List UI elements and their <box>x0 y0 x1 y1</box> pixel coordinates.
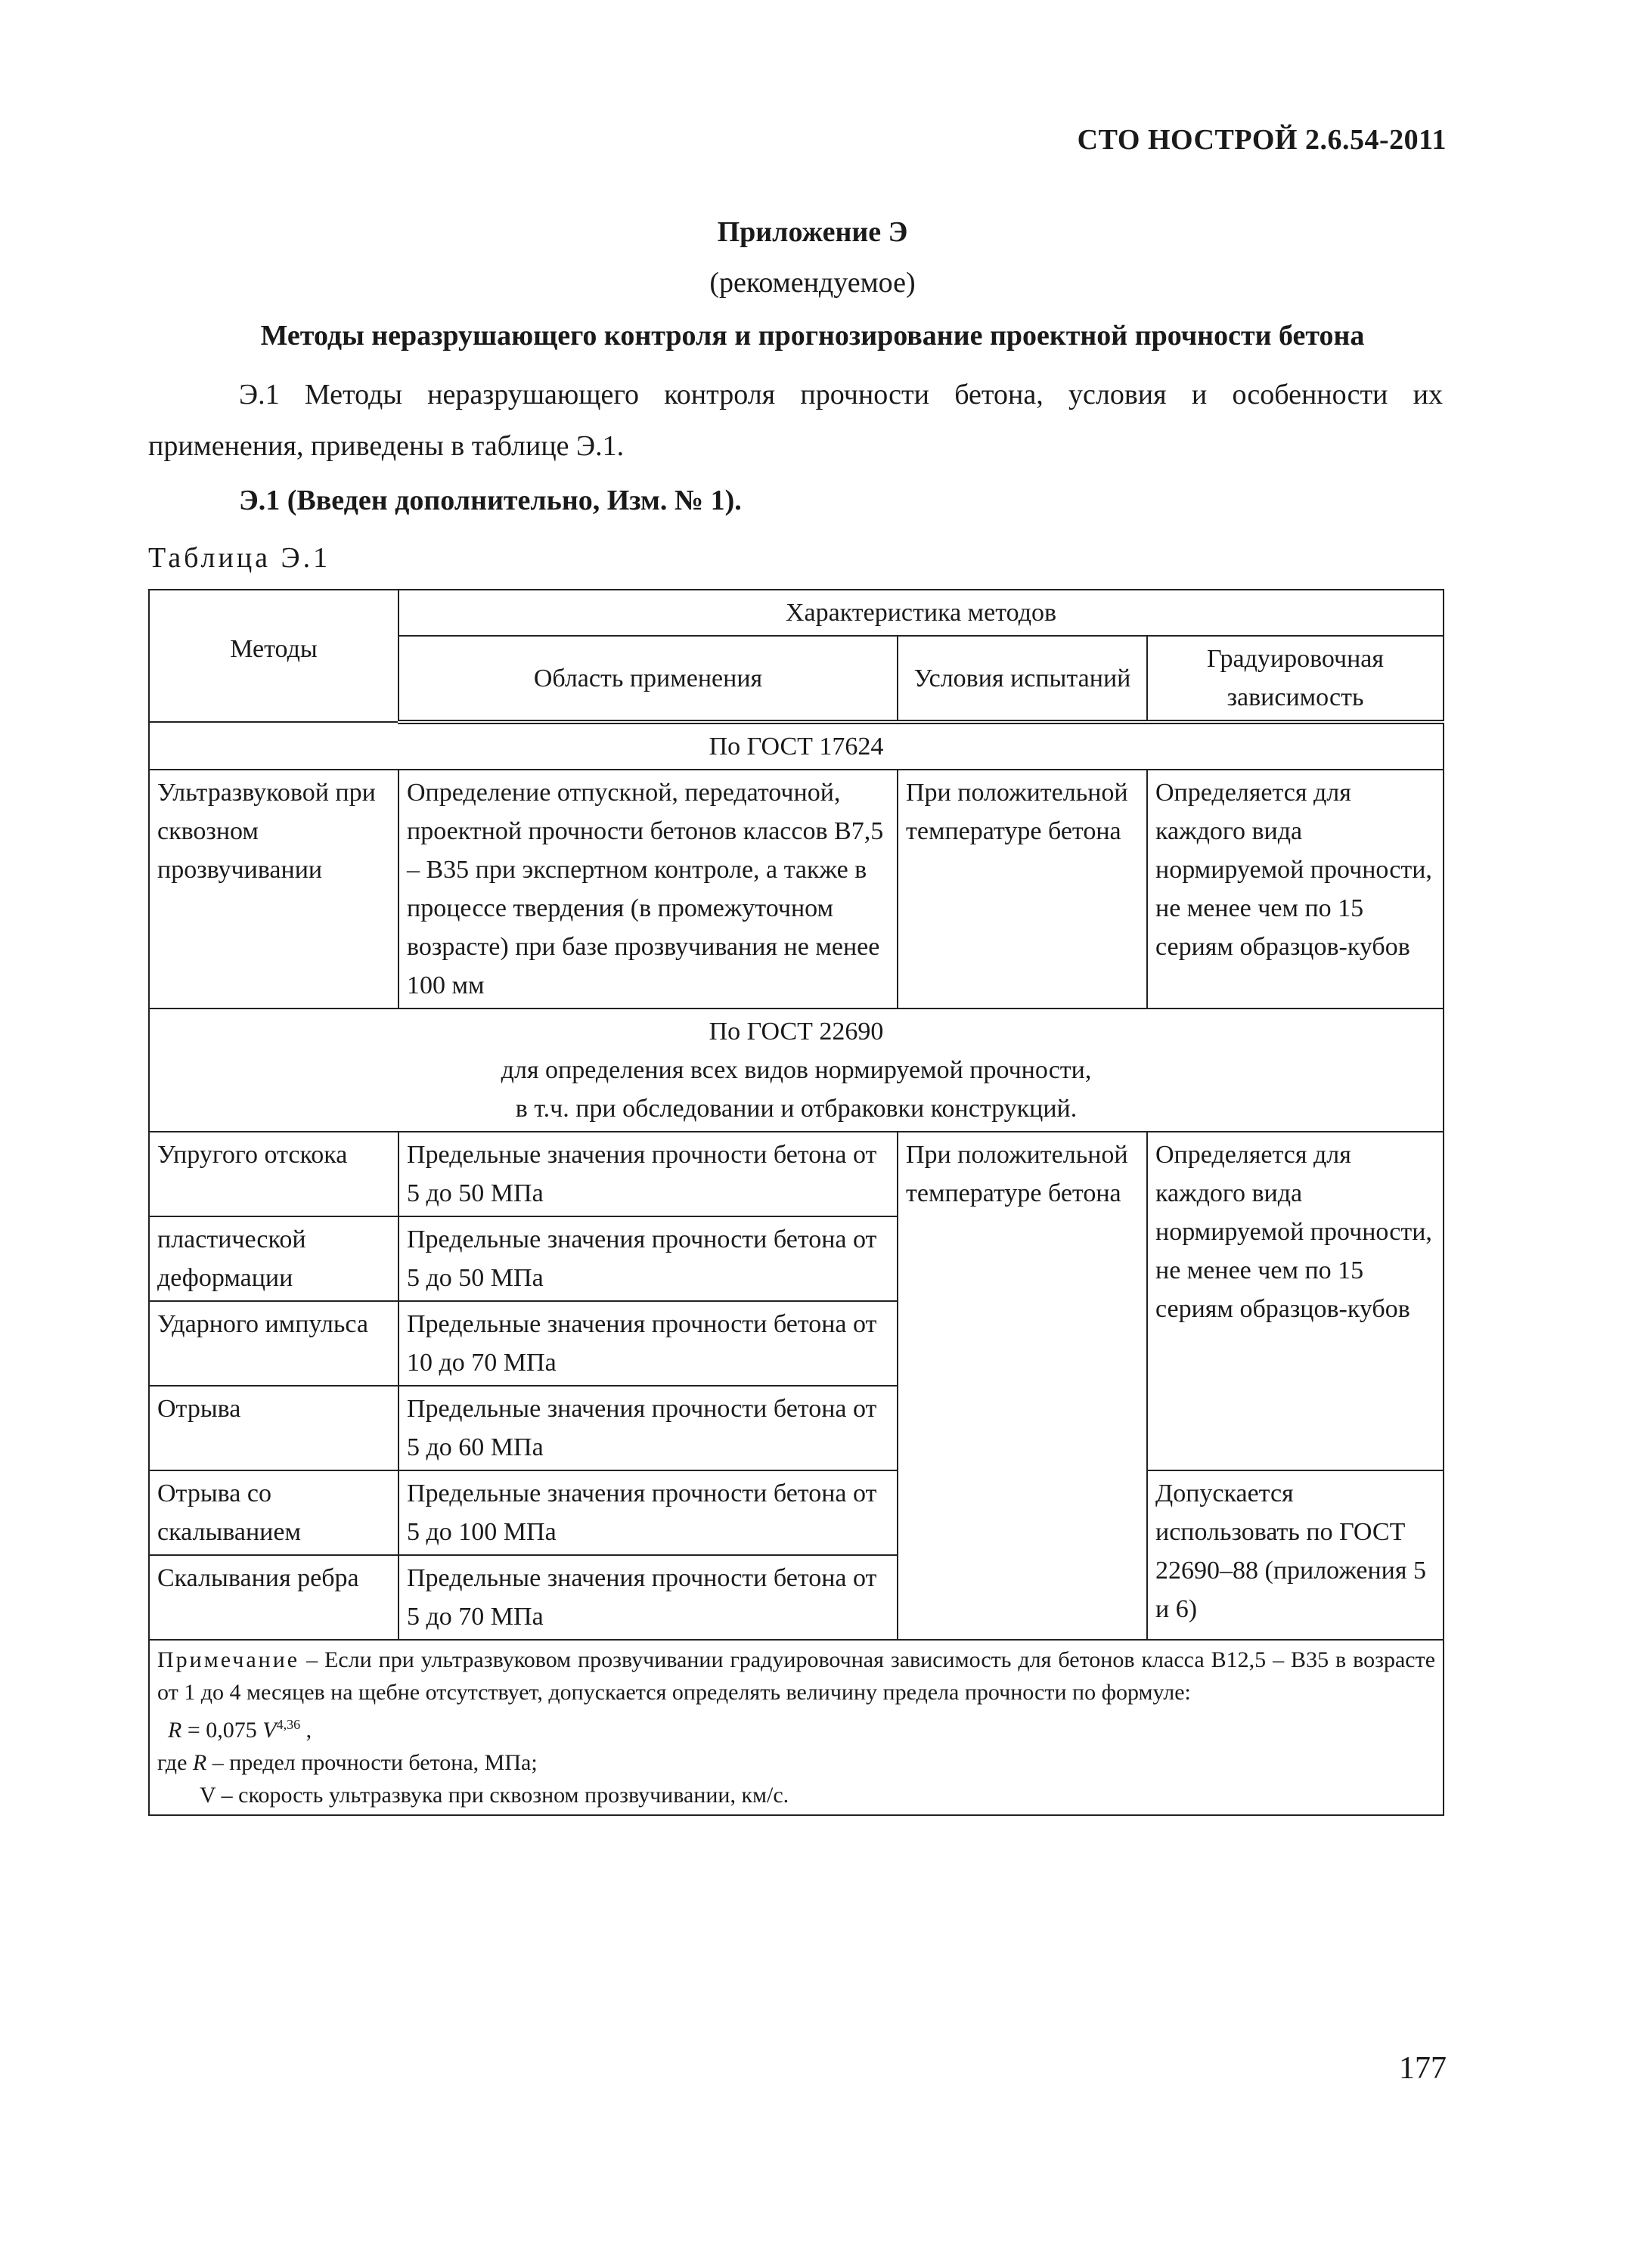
document-code: СТО НОСТРОЙ 2.6.54-2011 <box>1077 124 1447 156</box>
table-row <box>149 1470 1444 1555</box>
method-cell: Упругого отскока <box>149 1132 398 1216</box>
formula-tail: , <box>300 1718 312 1743</box>
conditions-cell: При положительной температуре бетона <box>898 1132 1147 1640</box>
header-area: Область применения <box>398 636 898 722</box>
header-calibration: Градуировочная зависимость <box>1147 636 1444 722</box>
table-note <box>149 1640 1444 1815</box>
amendment-note: Э.1 (Введен дополнительно, Изм. № 1). <box>239 485 742 516</box>
header-characteristics: Характеристика методов <box>398 590 1444 636</box>
calibration-cell: Определяется для каждого вида нормируемой прочности, не менее чем по 15 сериям образцов-кубов <box>1147 1132 1444 1470</box>
methods-table <box>148 589 1444 1816</box>
area-cell: Предельные значения прочности бетона от 5 до 70 МПа <box>398 1555 898 1640</box>
appendix-heading: Методы неразрушающего контроля и прогнозирование проектной прочности бетона <box>260 320 1365 352</box>
note-body: – Если при ультразвуковом прозвучивании градуировочная зависимость для бетонов класса В12,5 – В35 в возрасте от 1 до 4 месяцев на щебне отсутствует, допускается определять величину предела прочности по формуле: <box>157 1647 1436 1705</box>
note-text <box>157 1644 1435 1709</box>
formula-r: R <box>168 1718 182 1743</box>
area-cell: Определение отпускной, передаточной, проектной прочности бетонов классов В7,5 – В35 при экспертном контроле, а также в процессе твердения (в промежуточном возрасте) при базе прозвучивания не менее 100 мм <box>398 770 898 1009</box>
section-line: в т.ч. при обследовании и отбраковки конструкций. <box>515 1095 1078 1123</box>
appendix-subtitle: (рекомендуемое) <box>709 267 916 299</box>
area-cell: Предельные значения прочности бетона от 5 до 50 МПа <box>398 1132 898 1216</box>
method-cell: Ультразвуковой при сквозном прозвучивании <box>149 770 398 1009</box>
area-cell: Предельные значения прочности бетона от 5 до 100 МПа <box>398 1470 898 1555</box>
calibration-cell: Допускается использовать по ГОСТ 22690–88 (приложения 5 и 6) <box>1147 1470 1444 1640</box>
conditions-cell: При положительной температуре бетона <box>898 770 1147 1009</box>
formula-v: V <box>262 1718 277 1743</box>
table-row <box>149 770 1444 1009</box>
where-prefix: где <box>157 1750 193 1775</box>
note-formula <box>157 1709 1435 1746</box>
area-cell: Предельные значения прочности бетона от 10 до 70 МПа <box>398 1301 898 1386</box>
calibration-cell: Определяется для каждого вида нормируемой прочности, не менее чем по 15 сериям образцов-кубов <box>1147 770 1444 1009</box>
note-row <box>149 1640 1444 1815</box>
table-row <box>149 1132 1444 1216</box>
note-label: Примечание <box>157 1647 300 1672</box>
page-number: 177 <box>1399 2051 1447 2086</box>
table-caption: Таблица Э.1 <box>148 542 331 574</box>
method-cell: Отрыва <box>149 1386 398 1470</box>
section-gost-17624: По ГОСТ 17624 <box>149 722 1444 770</box>
method-cell: Отрыва со скалыванием <box>149 1470 398 1555</box>
where-var: R <box>192 1750 207 1775</box>
table-header-row <box>149 590 1444 636</box>
method-cell: Ударного импульса <box>149 1301 398 1386</box>
where-text: – предел прочности бетона, МПа; <box>206 1750 538 1775</box>
area-cell: Предельные значения прочности бетона от 5 до 60 МПа <box>398 1386 898 1470</box>
formula-mid: = 0,075 <box>181 1718 263 1743</box>
area-cell: Предельные значения прочности бетона от 5 до 50 МПа <box>398 1216 898 1301</box>
section-row <box>149 722 1444 770</box>
header-conditions: Условия испытаний <box>898 636 1147 722</box>
section-line: По ГОСТ 22690 <box>709 1018 884 1046</box>
intro-paragraph: Э.1 Методы неразрушающего контроля прочности бетона, условия и особенности их применения, приведены в таблице Э.1. <box>148 379 1443 462</box>
section-gost-22690 <box>149 1009 1444 1132</box>
method-cell: Скалывания ребра <box>149 1555 398 1640</box>
header-methods: Методы <box>149 590 398 722</box>
method-cell: пластической деформации <box>149 1216 398 1301</box>
appendix-title: Приложение Э <box>717 216 908 248</box>
section-row <box>149 1009 1444 1132</box>
section-line: для определения всех видов нормируемой прочности, <box>501 1056 1092 1084</box>
note-where <box>157 1746 1435 1779</box>
formula-exponent: 4,36 <box>276 1717 301 1732</box>
note-v-line: V – скорость ультразвука при сквозном прозвучивании, км/с. <box>200 1783 789 1808</box>
